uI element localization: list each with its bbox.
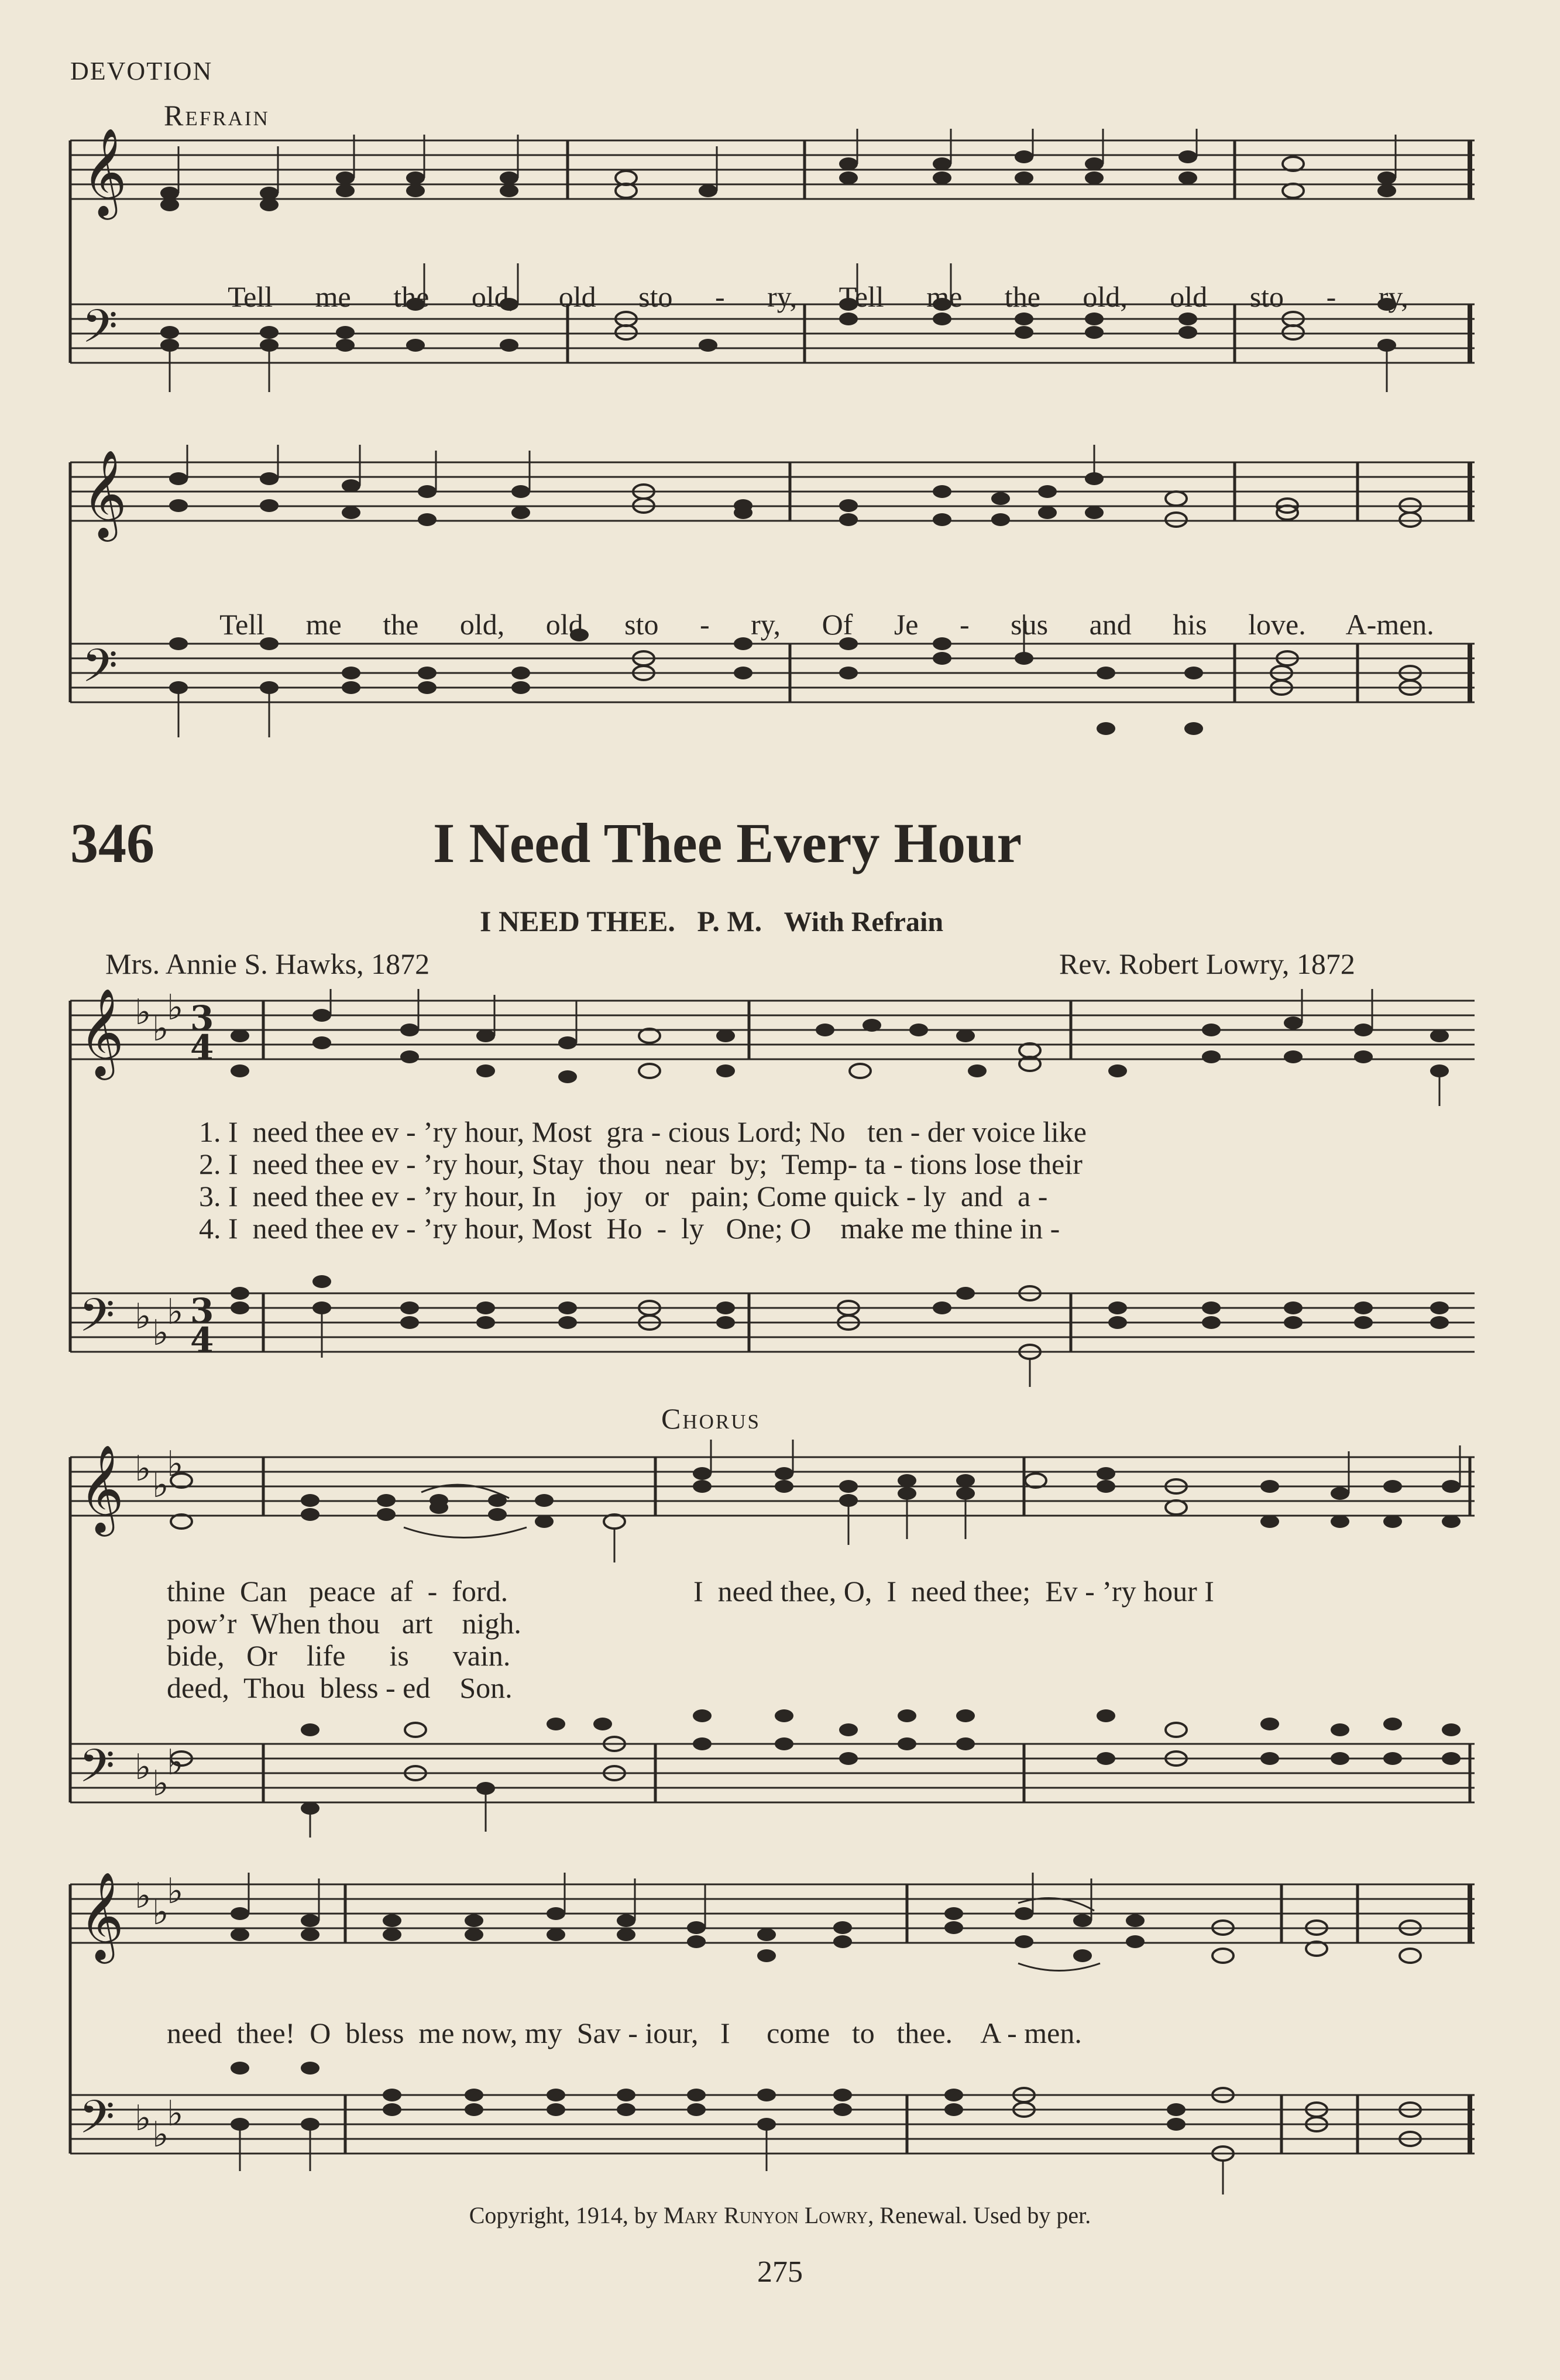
hymn-number: 346: [70, 812, 154, 874]
svg-text:♭: ♭: [135, 1296, 152, 1337]
svg-text:♭: ♭: [152, 1008, 169, 1049]
svg-text:𝄢: 𝄢: [79, 1289, 115, 1354]
verse-3: 3. I need thee ev - ’ry hour, In joy or pain; Come quick - ly and a -: [199, 1180, 1048, 1213]
chorus-label: Chorus: [661, 1402, 761, 1435]
lyrics-refrain-line-2: Tell me the old, old sto - ry, Of Je - sus and his love. A-men.: [219, 608, 1434, 641]
lyrics-refrain-line-1: Tell me the old, old sto - ry, Tell me the old, old sto - ry,: [228, 280, 1408, 313]
svg-text:♭: ♭: [167, 1292, 184, 1332]
verse-ending-1: thine Can peace af - ford.: [167, 1575, 508, 1608]
svg-text:♭: ♭: [152, 1465, 169, 1506]
refrain-label: Refrain: [164, 99, 270, 132]
svg-text:♭: ♭: [167, 989, 184, 1028]
lyricist: Mrs. Annie S. Hawks, 1872: [105, 947, 430, 980]
hymn-title: I Need Thee Every Hour: [433, 812, 1022, 874]
svg-text:𝄢: 𝄢: [79, 1740, 115, 1804]
copyright-owner: Mary Runyon Lowry: [663, 2202, 868, 2228]
svg-text:𝄞: 𝄞: [79, 989, 124, 1076]
chorus-line-2: need thee! O bless me now, my Sav - iour, I come to thee. A - men.: [167, 2017, 1082, 2049]
verse-ending-2: pow’r When thou art nigh.: [167, 1607, 521, 1640]
svg-text:♭: ♭: [135, 992, 152, 1033]
svg-text:4: 4: [190, 1028, 214, 1067]
composer: Rev. Robert Lowry, 1872: [1059, 947, 1355, 980]
verse-2: 2. I need thee ev - ’ry hour, Stay thou near by; Temp- ta - tions lose their: [199, 1148, 1083, 1180]
svg-text:𝄢: 𝄢: [82, 300, 118, 365]
verse-4: 4. I need thee ev - ’ry hour, Most Ho - ly One; O make me thine in -: [199, 1212, 1060, 1245]
copyright-notice: Copyright, 1914, by Mary Runyon Lowry, Renewal. Used by per.: [469, 2202, 1091, 2228]
svg-text:𝄢: 𝄢: [82, 640, 118, 704]
svg-text:♭: ♭: [152, 1892, 169, 1933]
svg-text:𝄢: 𝄢: [79, 2091, 115, 2155]
svg-text:♭: ♭: [167, 2093, 184, 2134]
verse-ending-3: bide, Or life is vain.: [167, 1639, 511, 1672]
tune-name: I NEED THEE.: [480, 905, 675, 937]
page-number: 275: [757, 2255, 803, 2289]
chorus-line-1: I need thee, O, I need thee; Ev - ’ry hour I: [693, 1575, 1214, 1608]
svg-text:𝄞: 𝄞: [82, 449, 127, 538]
svg-text:♭: ♭: [167, 1742, 184, 1783]
svg-text:♭: ♭: [135, 1747, 152, 1788]
svg-text:♭: ♭: [152, 1763, 169, 1804]
svg-text:♭: ♭: [135, 2098, 152, 2139]
svg-text:𝄞: 𝄞: [79, 1444, 124, 1533]
tune-meter: P. M.: [697, 905, 762, 937]
verse-1: 1. I need thee ev - ’ry hour, Most gra - cious Lord; No ten - der voice like: [199, 1115, 1087, 1148]
svg-text:♭: ♭: [135, 1448, 152, 1489]
tune-note: With Refrain: [784, 906, 944, 937]
svg-text:♭: ♭: [152, 1313, 169, 1354]
section-title: DEVOTION: [70, 57, 213, 85]
svg-text:♭: ♭: [135, 1876, 152, 1917]
svg-text:♭: ♭: [167, 1444, 184, 1485]
tune-line: [480, 904, 943, 938]
svg-text:♭: ♭: [152, 2114, 169, 2155]
svg-text:𝄞: 𝄞: [79, 1871, 124, 1960]
svg-text:4: 4: [190, 1320, 214, 1360]
verse-ending-4: deed, Thou bless - ed Son.: [167, 1671, 513, 1704]
svg-text:3: 3: [190, 1291, 214, 1331]
svg-text:𝄞: 𝄞: [82, 129, 127, 216]
svg-text:♭: ♭: [167, 1871, 184, 1912]
svg-text:3: 3: [190, 998, 214, 1038]
